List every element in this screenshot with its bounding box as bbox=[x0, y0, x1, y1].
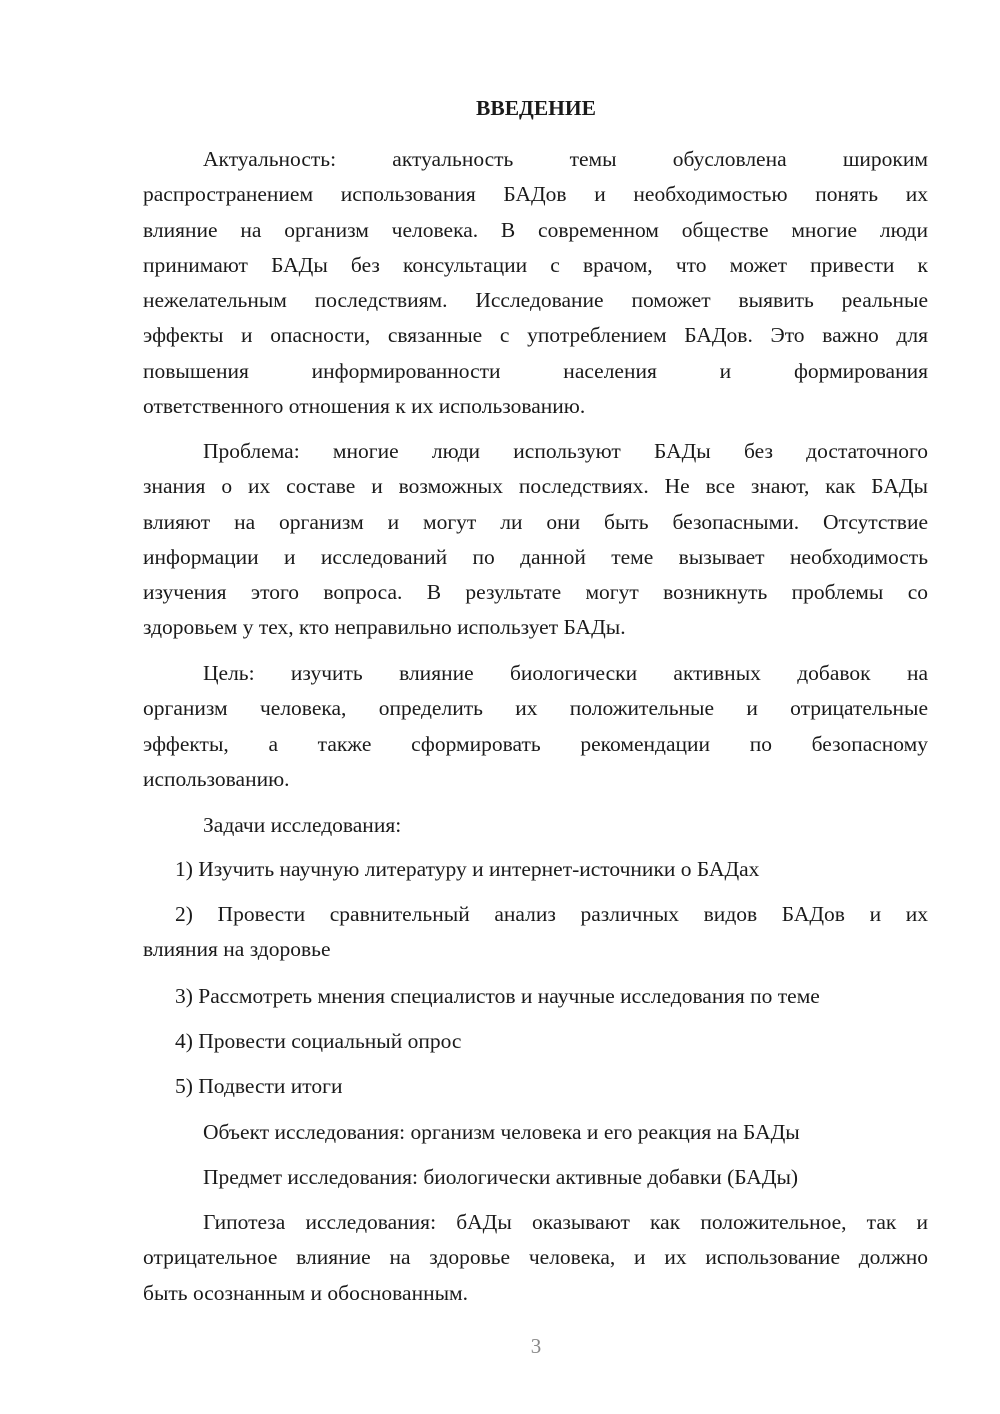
text-line: повышения информированности населения и формирования bbox=[143, 358, 928, 383]
text-line: Гипотеза исследования: бАДы оказывают как положительное, так и bbox=[203, 1210, 928, 1234]
text-line: 3) Рассмотреть мнения специалистов и научные исследования по теме bbox=[175, 984, 820, 1008]
text-line: быть осознанным и обоснованным. bbox=[143, 1280, 469, 1305]
text-line: ответственного отношения к их использованию. bbox=[143, 394, 586, 419]
text-line: использованию. bbox=[143, 766, 290, 791]
text-line: принимают БАДы без консультации с врачом, что может привести к bbox=[143, 252, 928, 277]
text-line: Актуальность: актуальность темы обусловлена широким bbox=[203, 147, 928, 171]
text-line: изучения этого вопроса. В результате могут возникнуть проблемы со bbox=[143, 580, 928, 605]
text-line: Задачи исследования: bbox=[203, 813, 402, 837]
text-line: знания о их составе и возможных последствиях. Не все знают, как БАДы bbox=[143, 474, 928, 499]
text-line: 4) Провести социальный опрос bbox=[175, 1029, 462, 1053]
task-item-3 bbox=[143, 979, 928, 1014]
text-line: Проблема: многие люди используют БАДы без достаточного bbox=[203, 439, 928, 463]
page-title: ВВЕДЕНИЕ bbox=[476, 96, 596, 120]
paragraph-problem bbox=[143, 434, 928, 646]
text-line: 1) Изучить научную литературу и интернет-источники о БАДах bbox=[175, 857, 760, 881]
text-line: влияние на организм человека. В современном обществе многие люди bbox=[143, 217, 928, 242]
paragraph-object bbox=[143, 1115, 928, 1150]
paragraph-relevance bbox=[143, 142, 928, 424]
text-line: распространением использования БАДов и необходимостью понять их bbox=[143, 182, 928, 207]
text-line: информации и исследований по данной теме вызывает необходимость bbox=[143, 544, 928, 569]
tasks-heading bbox=[143, 808, 928, 843]
text-line: организм человека, определить их положительные и отрицательные bbox=[143, 696, 928, 721]
task-item-5 bbox=[143, 1069, 928, 1104]
page-number: 3 bbox=[530, 1334, 542, 1358]
text-line: эффекты и опасности, связанные с употреблением БАДов. Это важно для bbox=[143, 323, 928, 348]
text-line: 5) Подвести итоги bbox=[175, 1074, 343, 1098]
text-line: Предмет исследования: биологически активные добавки (БАДы) bbox=[203, 1165, 799, 1189]
paragraph-goal bbox=[143, 656, 928, 797]
text-line: Объект исследования: организм человека и его реакция на БАДы bbox=[203, 1120, 800, 1144]
text-line: влияют на организм и могут ли они быть безопасными. Отсутствие bbox=[143, 509, 928, 534]
paragraph-hypothesis bbox=[143, 1205, 928, 1311]
text-line: нежелательным последствиям. Исследование поможет выявить реальные bbox=[143, 288, 928, 313]
text-line: влияния на здоровье bbox=[143, 937, 331, 962]
task-item-2 bbox=[143, 897, 928, 968]
task-item-4 bbox=[143, 1024, 928, 1059]
task-item-1 bbox=[143, 852, 928, 887]
text-line: отрицательное влияние на здоровье человека, и их использование должно bbox=[143, 1245, 928, 1270]
text-line: 2) Провести сравнительный анализ различных видов БАДов и их bbox=[175, 902, 928, 926]
paragraph-subject bbox=[143, 1160, 928, 1195]
text-line: эффекты, а также сформировать рекомендации по безопасному bbox=[143, 731, 928, 756]
text-line: здоровьем у тех, кто неправильно использует БАДы. bbox=[143, 615, 626, 640]
text-line: Цель: изучить влияние биологически активных добавок на bbox=[203, 661, 928, 685]
